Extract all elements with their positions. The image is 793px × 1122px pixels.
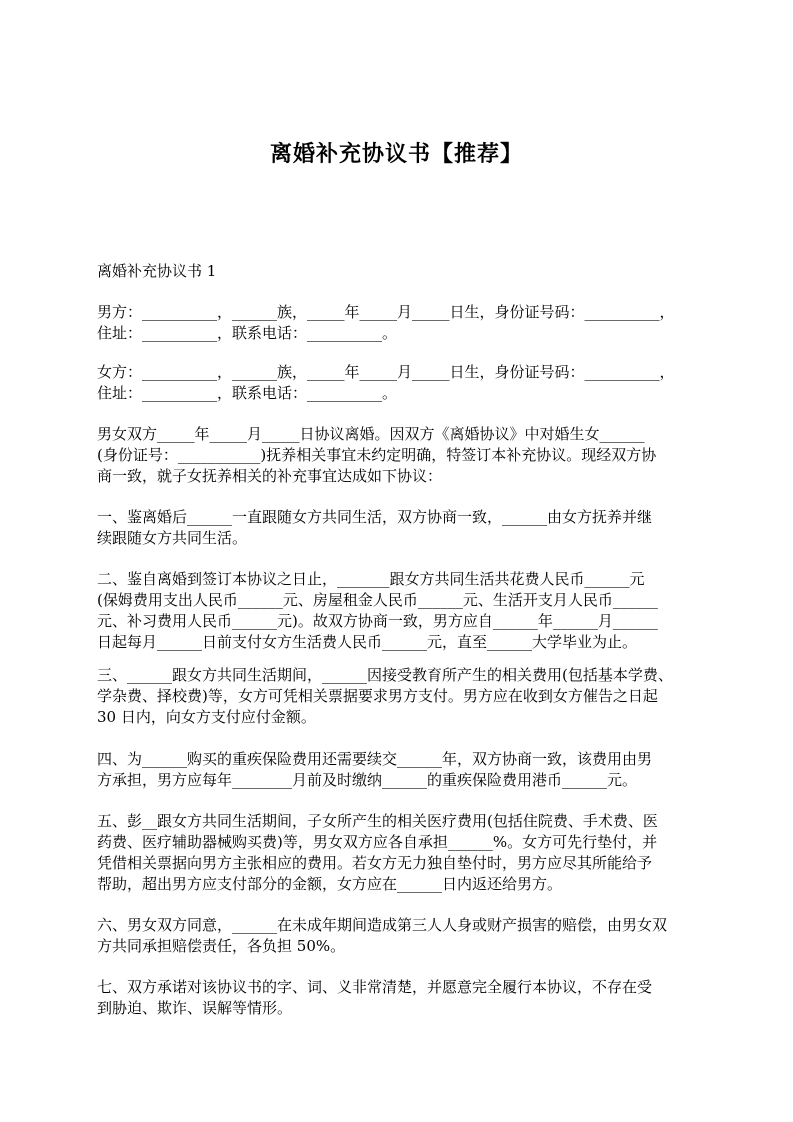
paragraph-line: 住址：__________，联系电话：__________。 — [97, 324, 398, 342]
clause-6-paragraph — [97, 915, 717, 957]
party-male-paragraph — [97, 302, 717, 344]
clause-2-paragraph — [97, 569, 717, 653]
paragraph-line: 七、双方承诺对该协议书的字、词、义非常清楚，并愿意完全履行本协议，不存在受 — [97, 978, 653, 996]
paragraph-line: 男方：__________，______族，_____年_____月_____日生，身份证号码：__________， — [97, 303, 675, 321]
paragraph-line: 30 日内，向女方支付应付金额。 — [97, 708, 316, 726]
preamble-paragraph — [97, 424, 717, 487]
paragraph-line: 住址：__________，联系电话：__________。 — [97, 384, 398, 402]
paragraph-line: 五、彭__跟女方共同生活期间，子女所产生的相关医疗费用(包括住院费、手术费、医 — [97, 812, 658, 830]
clause-5-paragraph — [97, 811, 717, 895]
paragraph-line: 女方：__________，______族，_____年_____月_____日生，身份证号码：__________， — [97, 363, 675, 381]
paragraph-line: 商一致，就子女抚养相关的补充事宜达成如下协议： — [97, 467, 443, 485]
paragraph-line: 凭借相关票据向男方主张相应的费用。若女方无力独自垫付时，男方应尽其所能给予 — [97, 854, 653, 872]
clause-1-paragraph — [97, 507, 717, 549]
paragraph-line: (身份证号：___________)抚养相关事宜未约定明确，特签订本补充协议。现经双方协 — [97, 446, 657, 464]
paragraph-line: 六、男女双方同意，______在未成年期间造成第三人人身或财产损害的赔偿，由男女双 — [97, 916, 668, 934]
paragraph-line: 二、鉴自离婚到签订本协议之日止，_______跟女方共同生活共花费人民币______元 — [97, 570, 645, 588]
paragraph-line: 男女双方_____年_____月_____日协议离婚。因双方《离婚协议》中对婚生女______ — [97, 425, 645, 443]
paragraph-line: 三、______跟女方共同生活期间，______因接受教育所产生的相关费用(包括基本学费、 — [97, 666, 673, 684]
paragraph-line: 四、为______购买的重疾保险费用还需要续交______年，双方协商一致，该费用由男 — [97, 750, 653, 768]
paragraph-line: 续跟随女方共同生活。 — [97, 529, 248, 547]
clause-7-paragraph — [97, 977, 717, 1019]
paragraph-line: (保姆费用支出人民币______元、房屋租金人民币______元、生活开支月人民币______ — [97, 591, 658, 609]
document-title: 离婚补充协议书【推荐】 — [269, 142, 523, 167]
paragraph-line: 日起每月______日前支付女方生活费人民币______元，直至______大学毕业为止。 — [97, 633, 638, 651]
paragraph-line: 方共同承担赔偿责任，各负担 50%。 — [97, 937, 346, 955]
clause-3-paragraph — [97, 665, 717, 728]
paragraph-line: 一、鉴离婚后______一直跟随女方共同生活，双方协商一致，______由女方抚养并继 — [97, 508, 653, 526]
paragraph-line: 学杂费、择校费)等，女方可凭相关票据要求男方支付。男方应在收到女方催告之日起 — [97, 687, 658, 705]
paragraph-line: 药费、医疗辅助器械购买费)等，男女双方应各自承担______%。女方可先行垫付，并 — [97, 833, 658, 851]
paragraph-line: 元、补习费用人民币______元)。故双方协商一致，男方应自______年______月______ — [97, 612, 658, 630]
party-female-paragraph — [97, 362, 717, 404]
paragraph-line: 帮助，超出男方应支付部分的金额，女方应在______日内返还给男方。 — [97, 875, 563, 893]
clause-4-paragraph — [97, 749, 717, 791]
paragraph-line: 方承担，男方应每年________月前及时缴纳______的重疾保险费用港币______元。 — [97, 771, 638, 789]
agreement-subtitle: 离婚补充协议书 1 — [97, 262, 217, 280]
paragraph-line: 到胁迫、欺诈、误解等情形。 — [97, 999, 293, 1017]
